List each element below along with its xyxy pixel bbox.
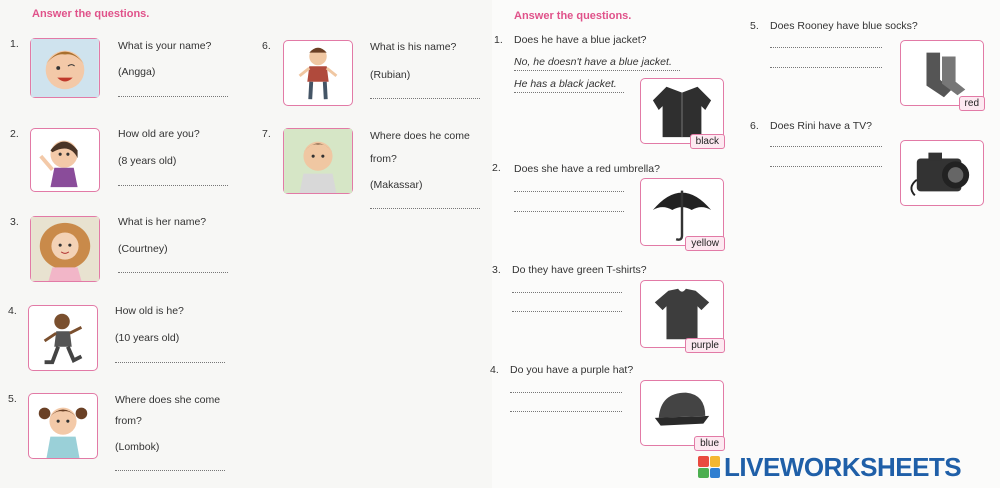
boy-standing-icon: [284, 41, 352, 105]
socks-picture: [900, 40, 984, 109]
boy-portrait-icon: [284, 129, 352, 193]
question-number: 5.: [750, 20, 759, 32]
boy-running-icon: [29, 306, 97, 370]
question-text-line2: from?: [370, 153, 397, 165]
answer-line[interactable]: [514, 211, 624, 212]
answer-line[interactable]: [770, 67, 882, 68]
answer-line[interactable]: [510, 411, 622, 412]
answer-line[interactable]: [514, 70, 680, 71]
answer-line[interactable]: [370, 208, 480, 209]
girl-waving-icon: [31, 129, 99, 191]
jacket-picture: [640, 78, 724, 147]
question-number: 2.: [10, 128, 19, 140]
question-number: 7.: [262, 128, 271, 140]
question-number: 1.: [10, 38, 19, 50]
camera-picture: [900, 140, 984, 206]
girl-curly-hair-picture: [30, 216, 100, 282]
answer-line[interactable]: [510, 392, 622, 393]
question-number: 4.: [8, 305, 17, 317]
question-hint: (Angga): [118, 66, 156, 78]
brand-wordmark: LIVEWORKSHEETS: [724, 451, 962, 482]
boy-running-picture: [28, 305, 98, 371]
camera-icon: [901, 141, 983, 205]
question-text: What is your name?: [118, 40, 212, 52]
girl-pigtails-picture: [28, 393, 98, 459]
left-heading: Answer the questions.: [32, 8, 150, 20]
question-number: 2.: [492, 162, 501, 174]
question-text: What is her name?: [118, 216, 207, 228]
answer-line[interactable]: [118, 96, 228, 97]
liveworksheets-mark-icon: [698, 456, 720, 478]
tshirt-picture: [640, 280, 724, 351]
question-hint: (Courtney): [118, 243, 168, 255]
answer-line[interactable]: [118, 185, 228, 186]
question-number: 6.: [750, 120, 759, 132]
answer-example-2: He has a black jacket.: [514, 78, 617, 90]
boy-face-icon: [31, 39, 99, 97]
answer-line[interactable]: [370, 98, 480, 99]
question-hint: (Lombok): [115, 441, 160, 453]
boy-portrait-picture: [283, 128, 353, 194]
question-text: Does Rini have a TV?: [770, 120, 872, 132]
question-hint: (Rubian): [370, 69, 411, 81]
question-text-line1: Where does he come: [370, 130, 470, 142]
answer-line[interactable]: [514, 191, 624, 192]
color-tag: red: [959, 96, 985, 111]
color-tag: yellow: [685, 236, 725, 251]
question-number: 1.: [494, 34, 503, 46]
boy-face-picture: [30, 38, 100, 98]
answer-line[interactable]: [770, 146, 882, 147]
liveworksheets-logo: [698, 452, 961, 482]
question-number: 4.: [490, 364, 499, 376]
question-number: 3.: [10, 216, 19, 228]
cap-picture: [640, 380, 724, 449]
question-hint: (Makassar): [370, 179, 423, 191]
color-tag: black: [690, 134, 725, 149]
umbrella-picture: [640, 178, 724, 249]
answer-line[interactable]: [512, 311, 622, 312]
question-text: Does Rooney have blue socks?: [770, 20, 918, 32]
question-number: 5.: [8, 393, 17, 405]
question-number: 6.: [262, 40, 271, 52]
girl-pigtails-icon: [29, 394, 97, 458]
question-text: Do they have green T-shirts?: [512, 264, 647, 276]
answer-line[interactable]: [115, 362, 225, 363]
question-number: 3.: [492, 264, 501, 276]
left-worksheet-page: [0, 0, 492, 488]
question-text: What is his name?: [370, 41, 457, 53]
answer-line[interactable]: [512, 292, 622, 293]
question-hint: (8 years old): [118, 155, 177, 167]
answer-line[interactable]: [514, 92, 624, 93]
answer-line[interactable]: [770, 166, 882, 167]
question-text-line1: Where does she come: [115, 394, 221, 406]
boy-standing-picture: [283, 40, 353, 106]
answer-line[interactable]: [115, 470, 225, 471]
question-text: Does he have a blue jacket?: [514, 34, 647, 46]
right-heading: Answer the questions.: [514, 10, 632, 22]
question-text-line2: from?: [115, 415, 142, 427]
question-text: Does she have a red umbrella?: [514, 163, 660, 175]
girl-curly-hair-icon: [31, 217, 99, 281]
girl-waving-picture: [30, 128, 100, 192]
answer-line[interactable]: [118, 272, 228, 273]
question-text: How old is he?: [115, 305, 184, 317]
question-text: How old are you?: [118, 128, 200, 140]
right-worksheet-page: [492, 0, 1000, 488]
answer-example-1: No, he doesn't have a blue jacket.: [514, 56, 672, 68]
color-tag: purple: [685, 338, 725, 353]
answer-line[interactable]: [770, 47, 882, 48]
color-tag: blue: [694, 436, 725, 451]
question-text: Do you have a purple hat?: [510, 364, 634, 376]
question-hint: (10 years old): [115, 332, 180, 344]
